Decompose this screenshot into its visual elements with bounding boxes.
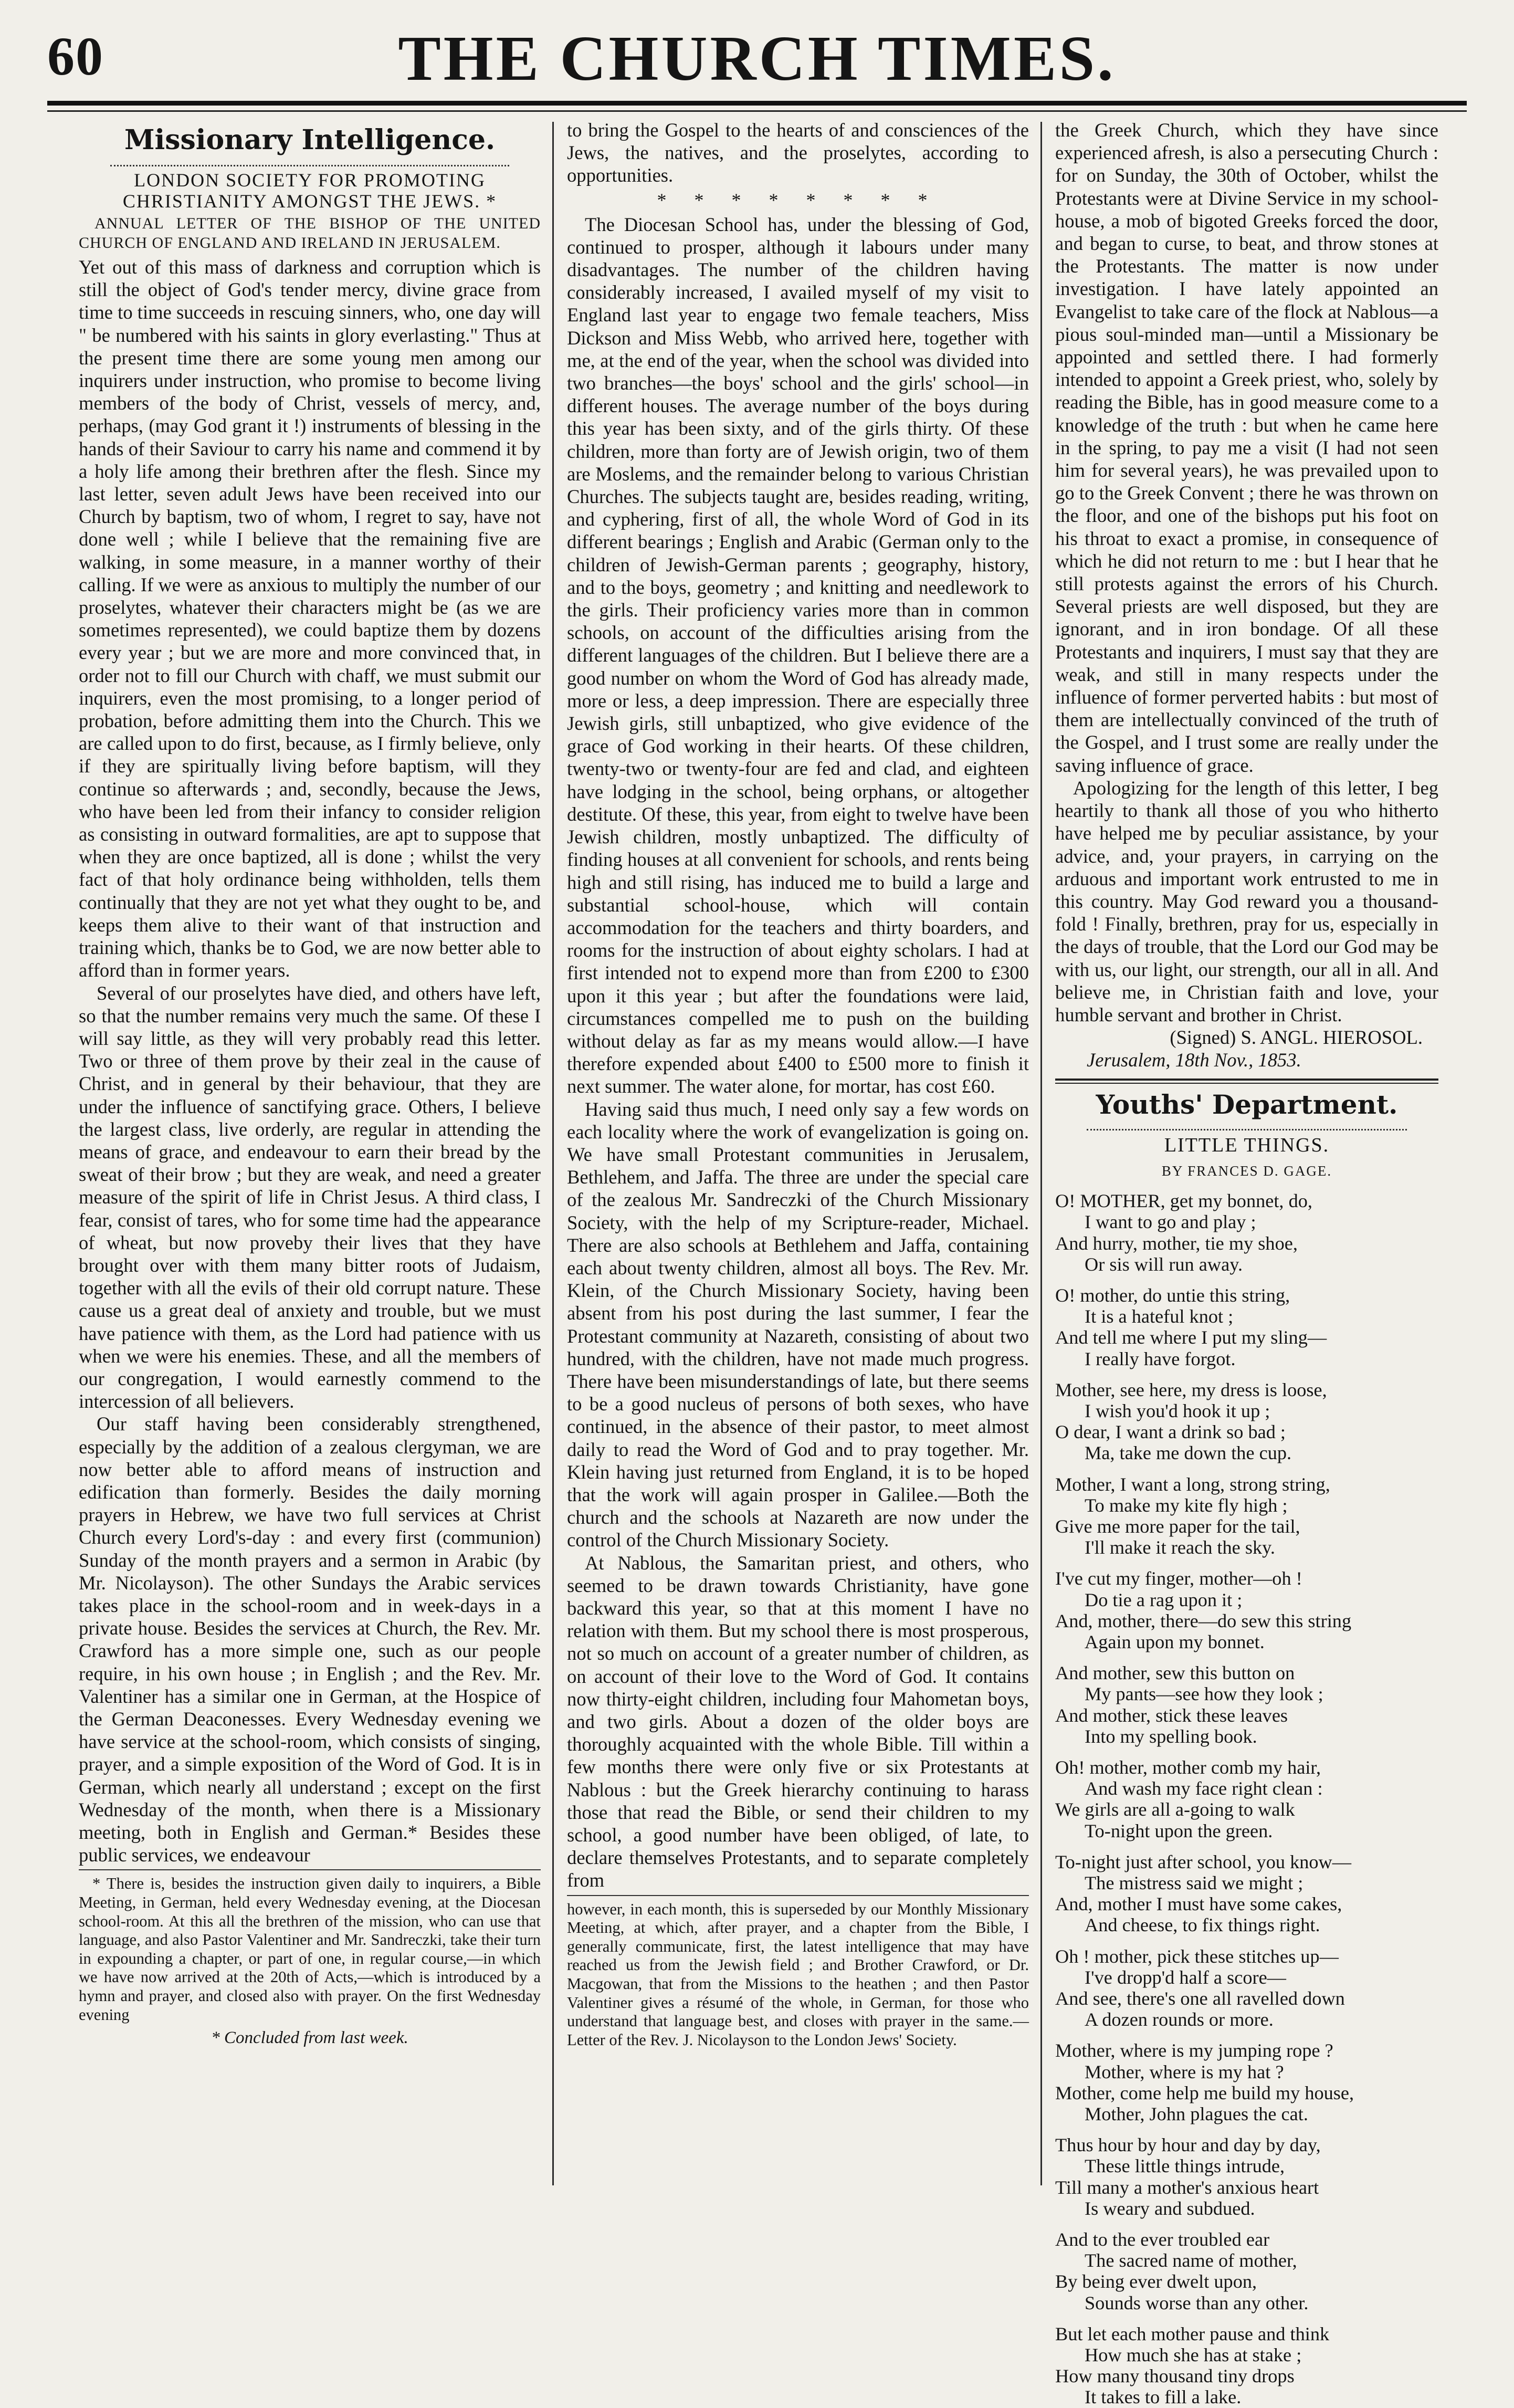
paragraph: Apologizing for the length of this letter, I beg heartily to thank all those of you who hitherto have helped me by peculiar assistance, by your advice, and, your prayers, in carrying on the arduous and important work entrusted to me in this country. May God reward you a thousand-fold ! Finally, brethren, pray for us, especially in the days of trouble, that the Lord our God may be with us, our light, our strength, our all in all. And believe me, in Christian faith and love, your humble servant and brother in Christ.: [1055, 777, 1438, 1025]
poem-line: Till many a mother's anxious heart: [1055, 2176, 1319, 2198]
poem-line: My pants—see how they look ;: [1085, 1683, 1323, 1705]
poem-line: I want to go and play ;: [1085, 1211, 1256, 1233]
poem-line: Sounds worse than any other.: [1085, 2292, 1309, 2313]
poem-line: Give me more paper for the tail,: [1055, 1515, 1300, 1537]
paragraph: The Diocesan School has, under the blessing of God, continued to prosper, although it labours under many disadvantages. The number of the children having considerably increased, I availed myself of my visit to England last year to engage two female teachers, Miss Dickson and Miss Webb, who arrived here, together with me, at the end of the year, when the school was divided into two branches—the boys' school and the girls' school—in different houses. The average number of the boys during this year has been sixty, and of the girls thirty. Of these children, more than forty are of Jewish origin, two of them are Moslems, and the remainder belong to various Christian Churches. The subjects taught are, besides reading, writing, and cyphering, first of all, the whole Word of God in its different bearings ; English and Arabic (German only to the children of Jewish-German parents ; geography, history, and to the boys, geometry ; and knitting and needlework to the girls. Their proficiency varies more than in common schools, on account of the difficulties arising from the different languages of the children. But I believe there are a good number on whom the Word of God has already made, more or less, a deep impression. There are especially three Jewish girls, still unbaptized, who give evidence of the grace of God working in their hearts. Of these children, twenty-two or twenty-four are fed and clad, and eighteen have lodging in the school, being orphans, or altogether destitute. Of these, this year, from eight to twelve have been Jewish children, mostly unbaptized. The difficulty of finding houses at all convenient for schools, and rents being high and still rising, has induced me to build a large and substantial school-house, which will contain accommodation for the teachers and thirty boarders, and rooms for the instruction of about eighty scholars. I had at first intended not to expend more than from £200 to £300 upon it this year ; but after the foundations were laid, circumstances compelled me to push on the building without delay as far as my means would allow.—I have therefore expended about £400 to £500 more to finish it next summer. The water alone, for mortar, has cost £60.: [567, 213, 1029, 1097]
footnote-rule: [567, 1895, 1029, 1896]
footnote-continued: however, in each month, this is superseded by our Monthly Missionary Meeting, at which, after prayer, and a chapter from the Bible, I generally communicate, first, the latest intelligence that may have reached us from the Jewish field ; and Brother Crawford, or Dr. Macgowan, that from the Missions to the heathen ; and then Pastor Valentiner gives a résumé of the whole, in German, for those who understand that language best, and closes with prayer in the same.—Letter of the Rev. J. Nicolayson to the London Jews' Society.: [567, 1900, 1029, 2049]
poem-line: Ma, take me down the cup.: [1085, 1442, 1292, 1464]
column-divider-1: [552, 122, 554, 2185]
poem-stanza: [1055, 1757, 1438, 1841]
poem-stanza: [1055, 1568, 1438, 1652]
poem-stanza: [1055, 2323, 1438, 2408]
poem-line: And see, there's one all ravelled down: [1055, 1988, 1345, 2009]
article-title: LONDON SOCIETY FOR PROMOTING CHRISTIANITY AMONGST THE JEWS. *: [122, 170, 497, 212]
poem-line: O dear, I want a drink so bad ;: [1055, 1421, 1286, 1443]
paragraph: At Nablous, the Samaritan priest, and others, who seemed to be drawn towards Christianity, have gone backward this year, so that at this moment I have no relation with them. But my school there is most prosperous, not so much on account of a greater number of children, as on account of their love to the Word of God. It contains now thirty-eight children, including four Mahometan boys, and two girls. About a dozen of the older boys are thoroughly acquainted with the whole Bible. Till within a few months there were only five or six Protestants at Nablous : but the Greek hierarchy continuing to harass those that read the Bible, or send their children to my school, a good number have been obliged, of late, to declare themselves Protestants, and to separate completely from: [567, 1552, 1029, 1891]
paragraph: Having said thus much, I need only say a few words on each locality where the work of evangelization is going on. We have small Protestant communities in Jerusalem, Bethlehem, and Jaffa. The three are under the special care of the zealous Mr. Sandreczki of the Church Missionary Society, with the help of my Scripture-reader, Michael. There are also schools at Bethlehem and Jaffa, containing each about twenty children, almost all boys. The Rev. Mr. Klein, of the Church Missionary Society, having been absent from his post during the last summer, I fear the Protestant community at Nazareth, consisting of about two hundred, with the children, have not made much progress. There have been misunderstandings of late, but there seems to be a good nucleus of persons of both sexes, who have continued, in the absence of their pastor, to meet almost daily to read the Word of God and to pray together. Mr. Klein having just returned from England, it is to be hoped that the work will again prosper in Galilee.—Both the church and the schools at Nazareth are now under the control of the Church Missionary Society.: [567, 1098, 1029, 1551]
poem-line: But let each mother pause and think: [1055, 2323, 1330, 2344]
page-number: 60: [47, 26, 104, 87]
wavy-rule: [1087, 1124, 1407, 1130]
paragraph: the Greek Church, which they have since experienced afresh, is also a persecuting Church : for on Sunday, the 30th of October, whilst the Protestants were at Divine Service in my school-house, a mob of bigoted Greeks forced the door, and began to curse, to beat, and throw stones at the Protestants. The matter is now under investigation. I have lately appointed an Evangelist to take care of the flock at Nablous—a pious soul-minded man—until a Missionary be appointed and settled there. I had formerly intended to appoint a Greek priest, who, solely by reading the Bible, has in good measure come to a knowledge of the truth : but when he came here in the spring, to pay me a visit (I had not seen him for several years), he was prevailed upon to go to the Greek Convent ; there he was thrown on the floor, and one of the bishops put his foot on his throat to exact a promise, in consequence of which he did not return to me : but I hear that he still protests against the errors of his Church. Several priests are well disposed, but they are ignorant, and in iron bondage. Of all these Protestants and inquirers, I must say that they are weak, and still in many respects under the influence of former perverted habits : but most of them are intellectually convinced of the truth of the Gospel, and I trust some are really under the saving influence of grace.: [1055, 119, 1438, 776]
poem-line: Is weary and subdued.: [1085, 2197, 1255, 2219]
poem-stanza: [1055, 2229, 1438, 2313]
poem-line: These little things intrude,: [1085, 2155, 1285, 2177]
poem-stanza: [1055, 1474, 1438, 1558]
poem-stanza: [1055, 1285, 1438, 1369]
poem-byline: BY FRANCES D. GAGE.: [1161, 1163, 1332, 1179]
section-stars: * * * * * * * *: [657, 189, 939, 211]
signature: (Signed) S. ANGL. HIEROSOL.: [1170, 1027, 1423, 1049]
column-3: [1055, 119, 1438, 2408]
poem-stanza: [1055, 1379, 1438, 1464]
paragraph: to bring the Gospel to the hearts of and consciences of the Jews, the natives, and the proselytes, according to opportunities.: [567, 119, 1029, 186]
poem-line: I'll make it reach the sky.: [1085, 1537, 1275, 1558]
poem-line: I've dropp'd half a score—: [1085, 1966, 1286, 1988]
poem-line: And tell me where I put my sling—: [1055, 1327, 1327, 1348]
poem-line: Into my spelling book.: [1085, 1725, 1257, 1747]
poem-stanza: [1055, 2040, 1438, 2124]
article-body: [1055, 119, 1438, 1026]
poem: [1055, 1190, 1438, 2408]
column-2: [567, 119, 1029, 2240]
masthead-rule-thin: [47, 110, 1467, 112]
poem-line: And cheese, to fix things right.: [1085, 1914, 1320, 1936]
poem-line: By being ever dwelt upon,: [1055, 2271, 1257, 2292]
poem-line: I really have forgot.: [1085, 1348, 1236, 1369]
poem-line: It is a hateful knot ;: [1085, 1306, 1234, 1327]
poem-line: I wish you'd hook it up ;: [1085, 1400, 1270, 1421]
poem-line: O! mother, do untie this string,: [1055, 1284, 1290, 1306]
paragraph: Several of our proselytes have died, and others have left, so that the number remains very much the same. Of these I will say little, as they will very probably read this letter. Two or three of them prove by their zeal in the cause of Christ, and in general by their behaviour, that they are under the influence of sanctifying grace. Others, I believe the largest class, live orderly, are regular in attending the means of grace, and endeavour to earn their bread by the sweat of their brow ; but they are weak, and need a greater measure of the spirit of life in Christ Jesus. A third class, I fear, consist of tares, who for some time had the appearance of wheat, but now proveby their lives that they have brought over with them many bitter roots of Judaism, together with all the evils of their old corrupt nature. These cause us a great deal of anxiety and trouble, but we must have patience with them, as the Lord had patience with us when we were his enemies. These, and all the members of our congregation, I would earnestly commend to the intercession of all believers.: [79, 982, 541, 1412]
poem-line: Mother, where is my hat ?: [1085, 2061, 1284, 2082]
paragraph: Our staff having been considerably strengthened, especially by the addition of a zealous clergyman, we are now better able to afford means of instruction and edification than formerly. Besides the daily morning prayers in Hebrew, we have two full services at Christ Church every Lord's-day : and every first (communion) Sunday of the month prayers and a sermon in Arabic (by Mr. Nicolayson). The other Sundays the Arabic services takes place in the school-room and in week-days in a private house. Besides the services at Church, the Rev. Mr. Crawford has a more simple one, such as our people require, in his own house ; in English ; and the Rev. Mr. Valentiner has a similar one in German, at the Hospice of the German Deaconesses. Every Wednesday evening we have service at the school-room, which consists of singing, prayer, and a simple exposition of the Word of God. It is in German, which nearly all understand ; except on the first Wednesday of the month, when there is a Missionary meeting, both in English and German.* Besides these public services, we endeavour: [79, 1413, 541, 1866]
poem-line: Oh ! mother, pick these stitches up—: [1055, 1945, 1339, 1967]
section-rule: [1055, 1079, 1438, 1081]
article-body: [79, 256, 541, 1866]
wavy-rule: [110, 160, 509, 166]
section-title: Missionary Intelligence.: [124, 124, 496, 156]
poem-stanza: [1055, 1662, 1438, 1747]
poem-line: A dozen rounds or more.: [1085, 2009, 1274, 2030]
poem-line: We girls are all a-going to walk: [1055, 1799, 1295, 1820]
poem-line: Mother, see here, my dress is loose,: [1055, 1379, 1327, 1400]
poem-line: To-night upon the green.: [1085, 1820, 1273, 1841]
poem-line: And, mother I must have some cakes,: [1055, 1893, 1342, 1915]
poem-line: And mother, stick these leaves: [1055, 1704, 1288, 1726]
poem-line: And to the ever troubled ear: [1055, 2229, 1270, 2250]
poem-line: Mother, come help me build my house,: [1055, 2082, 1354, 2103]
poem-line: Do tie a rag upon it ;: [1085, 1589, 1243, 1610]
poem-line: I've cut my finger, mother—oh !: [1055, 1568, 1302, 1589]
poem-line: How much she has at stake ;: [1085, 2344, 1302, 2366]
poem-line: Thus hour by hour and day by day,: [1055, 2134, 1321, 2156]
masthead-rule-thick: [47, 101, 1467, 106]
article-body: [567, 213, 1029, 1892]
poem-line: Again upon my bonnet.: [1085, 1631, 1265, 1652]
article-subhead: ANNUAL LETTER OF THE BISHOP OF THE UNITED CHURCH OF ENGLAND AND IRELAND IN JERUSALEM.: [79, 215, 541, 252]
poem-line: It takes to fill a lake.: [1085, 2386, 1242, 2408]
poem-line: Mother, John plagues the cat.: [1085, 2103, 1308, 2125]
poem-line: O! MOTHER, get my bonnet, do,: [1055, 1190, 1312, 1212]
masthead: [47, 20, 1467, 99]
poem-line: To-night just after school, you know—: [1055, 1851, 1352, 1872]
poem-line: Mother, I want a long, strong string,: [1055, 1473, 1330, 1495]
poem-line: To make my kite fly high ;: [1085, 1494, 1288, 1516]
poem-stanza: [1055, 1190, 1438, 1275]
poem-stanza: [1055, 2134, 1438, 2219]
poem-title: LITTLE THINGS.: [1164, 1134, 1330, 1157]
poem-stanza: [1055, 1851, 1438, 1936]
paragraph: Yet out of this mass of darkness and corruption which is still the object of God's tender mercy, divine grace from time to time succeeds in rescuing sinners, who, one day will " be numbered with his saints in glory everlasting." Thus at the present time there are some young men among our inquirers under instruction, who promise to become living members of the body of Christ, vessels of mercy, and, perhaps, (may God grant it !) instruments of blessing in the hands of their Saviour to carry his name and commend it by a holy life among their brethren after the flesh. Since my last letter, seven adult Jews have been received into our Church by baptism, two of whom, I regret to say, have not done well ; while I believe that the remaining five are walking, in some measure, in a manner worthy of their calling. If we were as anxious to multiply the number of our proselytes, whatever their characters might be (as we are sometimes represented), we could baptize them by dozens every year ; but we are more and more convinced that, in order not to fill our Church with chaff, we must submit our inquirers, even the most promising, to a longer period of probation, before admitting them into the Church. This we are called upon to do first, because, as I firmly believe, only if they are spiritually living before baptism, will they continue so afterwards ; and, secondly, because the Jews, who have been led from their infancy to consider religion as consisting in outward formalities, are apt to suppose that when they are once baptized, all is done ; whilst the very fact of that holy ordinance being withholden, tells them continually that they are not yet what they ought to be, and keeps them alive to their want of that instruction and training which, thanks be to God, we are now better able to afford than in former years.: [79, 256, 541, 981]
poem-line: Or sis will run away.: [1085, 1253, 1243, 1275]
dateline: Jerusalem, 18th Nov., 1853.: [1087, 1049, 1301, 1071]
poem-line: And mother, sew this button on: [1055, 1662, 1295, 1684]
poem-line: The sacred name of mother,: [1085, 2250, 1297, 2271]
poem-line: And hurry, mother, tie my shoe,: [1055, 1232, 1298, 1254]
poem-line: And, mother, there—do sew this string: [1055, 1610, 1352, 1631]
department-title: Youths' Department.: [1096, 1089, 1398, 1121]
poem-line: And wash my face right clean :: [1085, 1778, 1323, 1799]
poem-line: The mistress said we might ;: [1085, 1872, 1303, 1894]
section-rule-thin: [1055, 1083, 1438, 1084]
poem-line: Oh! mother, mother comb my hair,: [1055, 1757, 1321, 1778]
footnote: * There is, besides the instruction given daily to inquirers, a Bible Meeting, in German, held every Wednesday evening, at the Diocesan school-room. At this all the brethren of the mission, who can use that language, and also Pastor Valentiner and Mr. Sandreczki, take their turn in expounding a chapter, or part of one, in regular course,—in which we have now arrived at the 20th of Acts,—which is introduced by a hymn and prayer, and closed also with prayer. On the first Wednesday evening: [79, 1875, 541, 2024]
column-1: [79, 119, 541, 2240]
footnote-rule: [79, 1869, 541, 1870]
column-divider-2: [1040, 122, 1042, 2185]
poem-stanza: [1055, 1946, 1438, 2030]
poem-line: Mother, where is my jumping rope ?: [1055, 2040, 1333, 2061]
concluded-note: * Concluded from last week.: [211, 2028, 408, 2048]
poem-line: How many thousand tiny drops: [1055, 2365, 1295, 2387]
newspaper-title: THE CHURCH TIMES.: [398, 23, 1116, 94]
